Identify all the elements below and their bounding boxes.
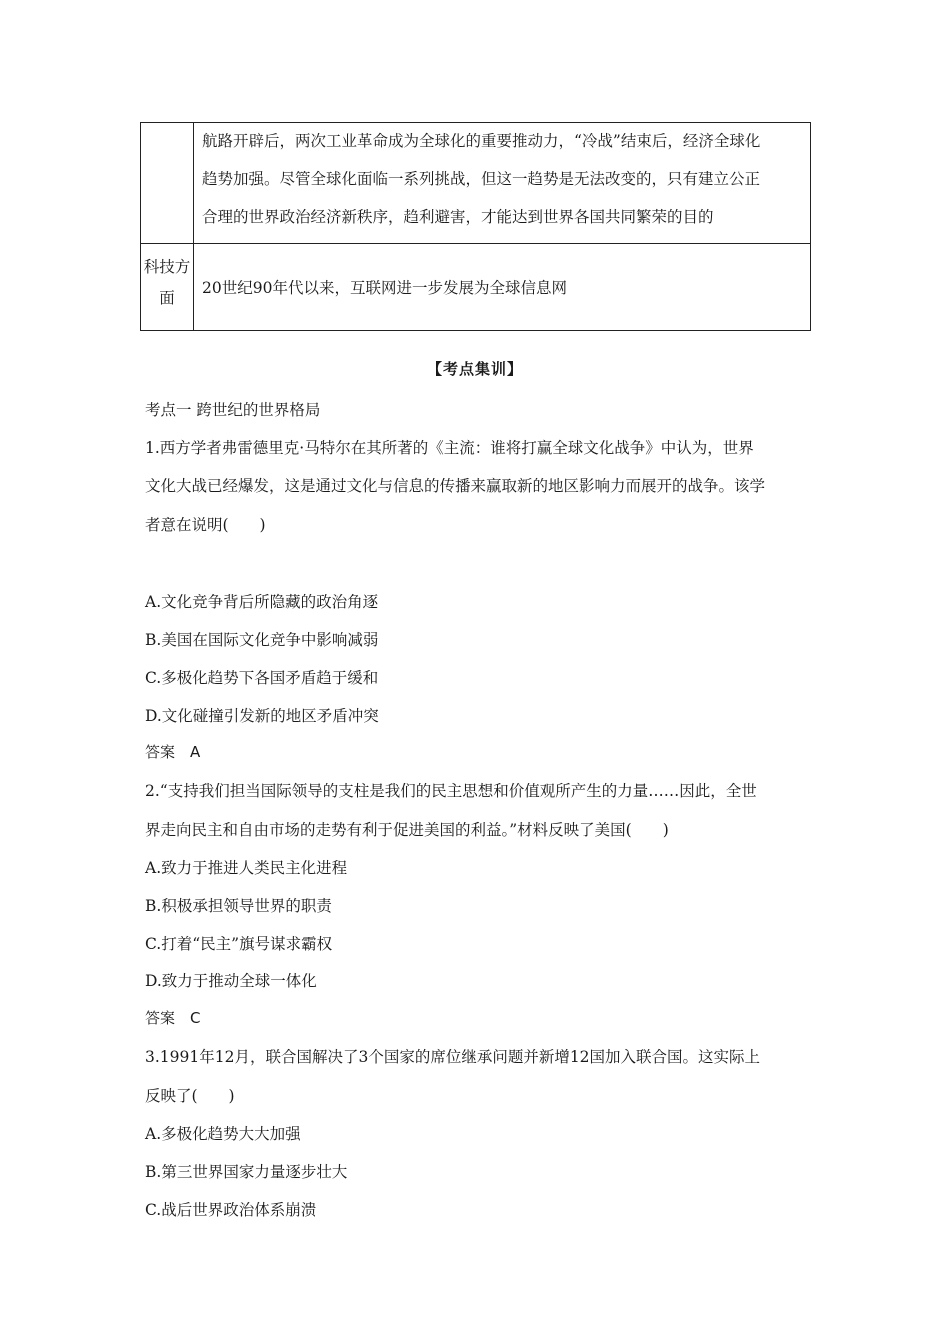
question-2-stem-line: 界走向民主和自由市场的走势有利于促进美国的利益。”材料反映了美国( ) <box>145 821 669 839</box>
topic-heading: 考点一 跨世纪的世界格局 <box>145 401 321 419</box>
question-2-stem-line: 2.“支持我们担当国际领导的支柱是我们的民主思想和价值观所产生的力量……因此，全世 <box>145 782 757 800</box>
table-label-line: 科技方 <box>143 258 191 276</box>
table-label-line: 面 <box>159 289 175 307</box>
question-1-answer: 答案 A <box>145 743 201 761</box>
question-1-stem-line: 者意在说明( ) <box>145 516 266 534</box>
question-2-answer: 答案 C <box>145 1009 201 1027</box>
section-title: 【考点集训】 <box>426 360 523 378</box>
question-2-option-a: A.致力于推进人类民主化进程 <box>145 859 348 877</box>
table-row <box>141 244 811 331</box>
question-1-option-d: D.文化碰撞引发新的地区矛盾冲突 <box>145 707 379 725</box>
question-1-stem-line: 文化大战已经爆发，这是通过文化与信息的传播来赢取新的地区影响力而展开的战争。该学 <box>145 477 766 495</box>
question-1-option-a: A.文化竞争背后所隐藏的政治角逐 <box>145 593 379 611</box>
question-2-option-d: D.致力于推动全球一体化 <box>145 972 317 990</box>
table-content-cell <box>194 123 811 244</box>
table-content-cell: 20世纪90年代以来，互联网进一步发展为全球信息网 <box>194 244 811 331</box>
question-3-option-a: A.多极化趋势大大加强 <box>145 1125 301 1143</box>
table-text-line: 趋势加强。尽管全球化面临一系列挑战，但这一趋势是无法改变的，只有建立公正 <box>202 170 761 188</box>
question-3-stem-line: 反映了( ) <box>145 1087 235 1105</box>
question-1-option-b: B.美国在国际文化竞争中影响减弱 <box>145 631 379 649</box>
question-2-option-b: B.积极承担领导世界的职责 <box>145 897 332 915</box>
table-label-cell <box>141 244 194 331</box>
question-3-stem-line: 3.1991年12月，联合国解决了3个国家的席位继承问题并新增12国加入联合国。这实际上 <box>145 1048 761 1066</box>
summary-table <box>140 122 811 331</box>
question-2-option-c: C.打着“民主”旗号谋求霸权 <box>145 935 333 953</box>
table-text-line: 航路开辟后，两次工业革命成为全球化的重要推动力，“冷战”结束后，经济全球化 <box>202 132 761 150</box>
question-3-option-b: B.第三世界国家力量逐步壮大 <box>145 1163 348 1181</box>
question-3-option-c: C.战后世界政治体系崩溃 <box>145 1201 317 1219</box>
question-1-option-c: C.多极化趋势下各国矛盾趋于缓和 <box>145 669 379 687</box>
question-1-stem-line: 1.西方学者弗雷德里克·马特尔在其所著的《主流：谁将打赢全球文化战争》中认为，世界 <box>145 439 754 457</box>
table-row <box>141 123 811 244</box>
table-text-line: 合理的世界政治经济新秩序，趋利避害，才能达到世界各国共同繁荣的目的 <box>202 208 714 226</box>
table-label-cell <box>141 123 194 244</box>
